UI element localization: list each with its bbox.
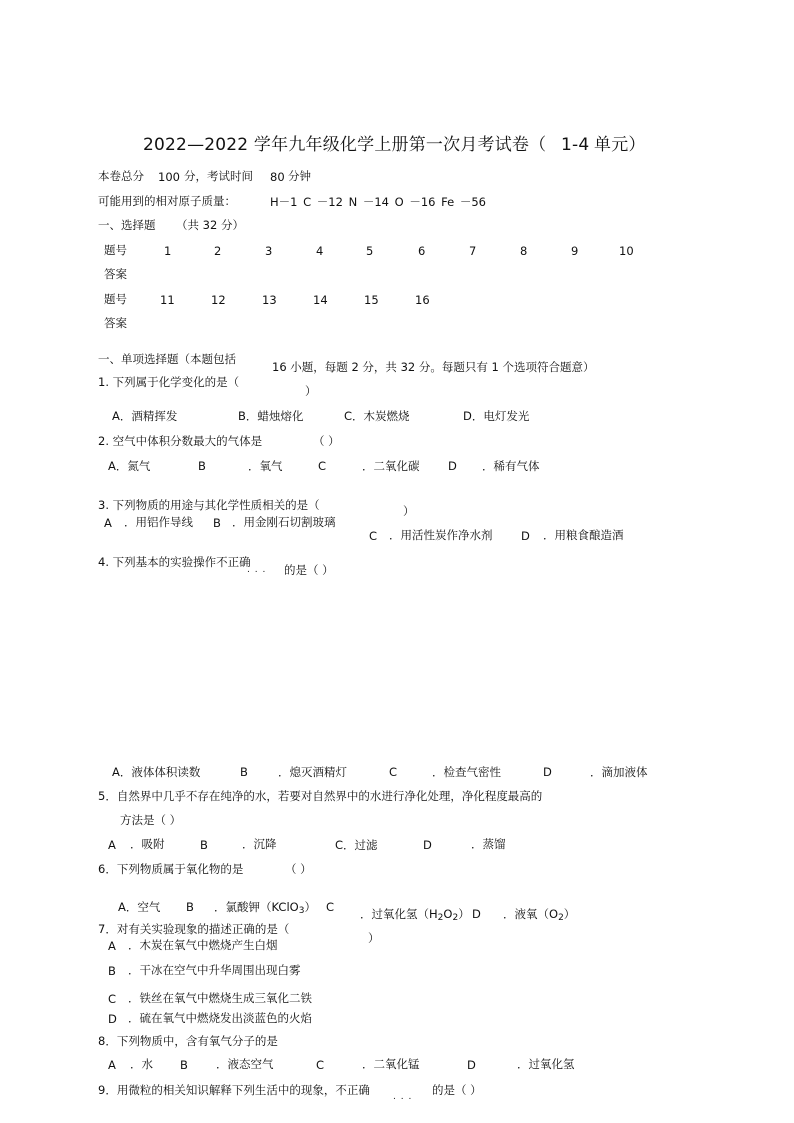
q4-letter-c: C <box>389 765 398 779</box>
q6-letter-b: B <box>186 900 194 914</box>
q7-letter-a: A <box>108 939 116 953</box>
q2-option-b: ．氧气 <box>248 459 283 473</box>
q6-option-b: ．氯酸钾（KClO$_3$） <box>214 900 316 916</box>
q2-stem: 2. 空气中体积分数最大的气体是 <box>98 434 263 448</box>
q2-paren: （ ） <box>313 434 340 448</box>
q5-stem-cont: 方法是（ ） <box>120 813 182 827</box>
q1-option-b: B．蜡烛熔化 <box>238 409 304 423</box>
q8-stem: 8．下列物质中，含有氧气分子的是 <box>98 1034 278 1048</box>
q5-option-a: ．吸附 <box>130 837 165 851</box>
grid-row1-label: 题号 <box>104 243 127 257</box>
q5-letter-d: D <box>423 838 432 852</box>
grid-cell: 11 <box>160 293 175 307</box>
exam-time-label: 分，考试时间 <box>184 169 253 183</box>
q7-letter-d: D <box>108 1012 117 1026</box>
exam-title-range: 1-4 <box>561 135 590 155</box>
grid-answer2-label: 答案 <box>104 316 127 330</box>
q4-letter-b: B <box>240 765 248 779</box>
instructions-part1: 一、单项选择题（本题包括 <box>98 352 236 366</box>
q2-option-c: ．二氧化碳 <box>362 459 420 473</box>
q4-letter-d: D <box>543 765 552 779</box>
q6-stem: 6．下列物质属于氧化物的是 <box>98 862 244 876</box>
grid-cell: 6 <box>418 244 426 258</box>
q1-stem: 1. 下列属于化学变化的是（ <box>98 375 240 389</box>
exam-time-unit: 分钟 <box>288 169 311 183</box>
atomic-mass-label: 可能用到的相对原子质量： <box>98 194 236 208</box>
q8-option-d: ．过氧化氢 <box>517 1057 575 1071</box>
grid-cell: 15 <box>364 293 379 307</box>
q4-option-b: ．熄灭酒精灯 <box>278 765 347 779</box>
q2-letter-d: D <box>448 459 457 473</box>
grid-cell: 4 <box>316 244 324 258</box>
q1-option-c: C．木炭燃烧 <box>344 409 410 423</box>
q5-option-c: C．过滤 <box>335 838 378 852</box>
grid-cell: 16 <box>415 293 430 307</box>
q5-letter-b: B <box>200 838 208 852</box>
q8-option-a: ．水 <box>130 1057 153 1071</box>
q7-option-b: ．干冰在空气中升华周围出现白雾 <box>128 963 301 977</box>
q9-stem: 9．用微粒的相关知识解释下列生活中的现象，不正确 <box>98 1083 370 1097</box>
q7-close: ） <box>368 931 380 945</box>
q5-stem: 5．自然界中几乎不存在纯净的水，若要对自然界中的水进行净化处理，净化程度最高的 <box>98 789 543 803</box>
q9-emphasis-dots: . . . <box>393 1092 413 1102</box>
q8-option-b: ．液态空气 <box>216 1057 274 1071</box>
q3-stem: 3. 下列物质的用途与其化学性质相关的是（ <box>98 498 320 512</box>
q8-option-c: ．二氧化锰 <box>362 1057 420 1071</box>
grid-cell: 12 <box>211 293 226 307</box>
q8-letter-a: A <box>108 1058 116 1072</box>
q1-option-d: D．电灯发光 <box>463 409 530 423</box>
q4-option-d: ．滴加液体 <box>590 765 648 779</box>
q6-option-a: A．空气 <box>118 900 161 914</box>
grid-cell: 9 <box>571 244 579 258</box>
q1-close: ） <box>305 384 317 398</box>
q3-option-c: ．用活性炭作净水剂 <box>389 528 493 542</box>
q6-letter-d: D <box>472 907 481 921</box>
q7-option-a: ．木炭在氧气中燃烧产生白烟 <box>128 938 278 952</box>
q3-option-a: ．用铝作导线 <box>124 515 193 529</box>
q3-letter-c: C <box>369 529 378 543</box>
q2-option-a: A．氮气 <box>108 459 151 473</box>
exam-title: 2022—2022 学年九年级化学上册第一次月考试卷（ <box>143 135 547 155</box>
q6-letter-c: C <box>326 900 335 914</box>
q3-letter-a: A <box>104 516 112 530</box>
exam-title-unit: 单元） <box>594 135 646 155</box>
q3-option-b: ．用金刚石切割玻璃 <box>232 515 336 529</box>
q8-letter-d: D <box>467 1058 476 1072</box>
q2-letter-b: B <box>198 459 206 473</box>
q3-letter-d: D <box>521 529 530 543</box>
q5-option-d: ．蒸馏 <box>471 837 506 851</box>
q6-option-c: ．过氧化氢$(H_2O_2)$ <box>360 907 470 923</box>
q1-option-a: A．酒精挥发 <box>112 409 178 423</box>
q7-option-d: ．硫在氧气中燃烧发出淡蓝色的火焰 <box>128 1011 312 1025</box>
grid-cell: 1 <box>164 244 172 258</box>
q9-tail: 的是（ ） <box>432 1083 482 1097</box>
q7-stem: 7．对有关实验现象的描述正确的是（ <box>98 922 290 936</box>
q3-option-d: ．用粮食酿造酒 <box>543 528 624 542</box>
q2-letter-c: C <box>318 459 327 473</box>
total-score-value: 100 <box>158 170 180 184</box>
grid-cell: 14 <box>313 293 328 307</box>
q8-letter-c: C <box>316 1058 325 1072</box>
q3-close: ） <box>403 504 415 518</box>
q7-letter-b: B <box>108 964 116 978</box>
q4-stem: 4. 下列基本的实验操作不正确 <box>98 555 251 569</box>
instructions-part2: 16 小题，每题 2 分，共 32 分。每题只有 1 个选项符合题意） <box>272 360 595 374</box>
grid-cell: 8 <box>520 244 528 258</box>
atomic-mass-values: H－1 C －12 N －14 O －16 Fe －56 <box>270 195 486 209</box>
q3-letter-b: B <box>213 516 221 530</box>
q4-tail: 的是（ ） <box>284 563 334 577</box>
section-one-label: 一、选择题 <box>98 218 156 232</box>
grid-cell: 10 <box>619 244 634 258</box>
grid-answer1-label: 答案 <box>104 267 127 281</box>
q8-letter-b: B <box>180 1058 188 1072</box>
q7-letter-c: C <box>108 992 117 1006</box>
total-score-label: 本卷总分 <box>98 169 144 183</box>
q2-option-d: ．稀有气体 <box>482 459 540 473</box>
grid-cell: 5 <box>366 244 374 258</box>
q5-letter-a: A <box>108 838 116 852</box>
grid-cell: 13 <box>262 293 277 307</box>
q6-paren: （ ） <box>285 862 312 876</box>
q4-option-c: ．检查气密性 <box>432 765 501 779</box>
q4-figure-area <box>98 590 658 760</box>
q5-option-b: ．沉降 <box>242 837 277 851</box>
exam-time-value: 80 <box>270 170 285 184</box>
grid-cell: 7 <box>469 244 477 258</box>
grid-cell: 2 <box>214 244 222 258</box>
grid-row2-label: 题号 <box>104 292 127 306</box>
q6-option-d: ．液氧$(O_2)$ <box>503 907 576 923</box>
grid-cell: 3 <box>265 244 273 258</box>
q4-emphasis-dots: . . . <box>247 565 267 575</box>
q4-option-a: A．液体体积读数 <box>112 765 201 779</box>
section-one-score: （共 32 分） <box>176 218 244 232</box>
q7-option-c: ．铁丝在氧气中燃烧生成三氧化二铁 <box>128 991 312 1005</box>
